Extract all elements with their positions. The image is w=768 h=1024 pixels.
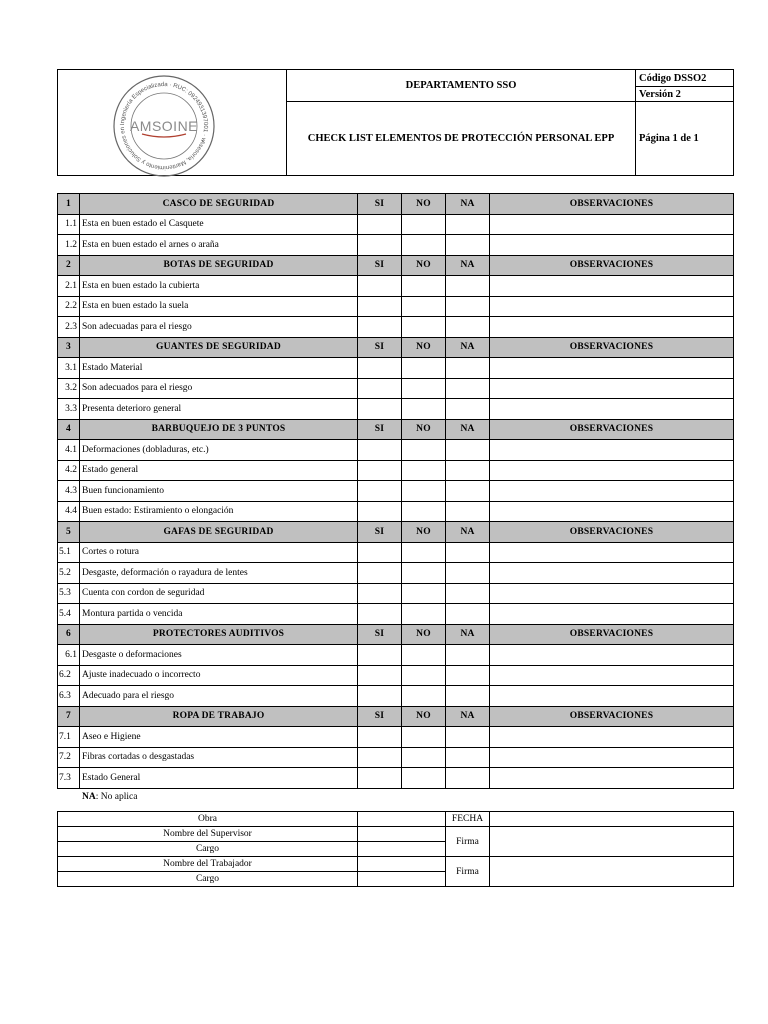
item-number: 6.1 — [58, 645, 80, 666]
column-observaciones-header: OBSERVACIONES — [490, 337, 734, 358]
no-checkbox-cell[interactable] — [402, 460, 446, 481]
item-number: 1.1 — [58, 214, 80, 235]
item-description: Estado General — [80, 768, 358, 789]
checklist-item-row — [58, 583, 734, 604]
checklist-item-row — [58, 747, 734, 768]
si-checkbox-cell[interactable] — [358, 317, 402, 338]
section-header-row — [58, 419, 734, 440]
page-number: Página 1 de 1 — [636, 102, 734, 176]
no-checkbox-cell[interactable] — [402, 542, 446, 563]
no-checkbox-cell[interactable] — [402, 235, 446, 256]
item-description: Ajuste inadecuado o incorrecto — [80, 665, 358, 686]
no-checkbox-cell[interactable] — [402, 768, 446, 789]
na-checkbox-cell[interactable] — [446, 604, 490, 625]
item-number: 2.3 — [58, 317, 80, 338]
no-checkbox-cell[interactable] — [402, 583, 446, 604]
column-na-header: NA — [446, 706, 490, 727]
logo-ring-text: Asesoría, Mantenimiento y Soluciones en Ingeniería Especializada · RUC: 0924931397001 · www.amsoine.com — [119, 81, 209, 171]
section-title: CASCO DE SEGURIDAD — [80, 194, 358, 215]
item-description: Montura partida o vencida — [80, 604, 358, 625]
column-observaciones-header: OBSERVACIONES — [490, 194, 734, 215]
column-observaciones-header: OBSERVACIONES — [490, 419, 734, 440]
section-header-row — [58, 706, 734, 727]
fecha-value[interactable] — [490, 812, 734, 827]
item-description: Aseo e Higiene — [80, 727, 358, 748]
observaciones-cell[interactable] — [490, 665, 734, 686]
cargo-trabajador-label: Cargo — [58, 872, 358, 887]
no-checkbox-cell[interactable] — [402, 378, 446, 399]
observaciones-cell[interactable] — [490, 296, 734, 317]
item-description: Esta en buen estado el arnes o araña — [80, 235, 358, 256]
no-checkbox-cell[interactable] — [402, 645, 446, 666]
na-checkbox-cell[interactable] — [446, 399, 490, 420]
item-number: 4.2 — [58, 460, 80, 481]
si-checkbox-cell[interactable] — [358, 768, 402, 789]
observaciones-cell[interactable] — [490, 645, 734, 666]
column-no-header: NO — [402, 624, 446, 645]
checklist-item-row — [58, 501, 734, 522]
column-na-header: NA — [446, 194, 490, 215]
na-checkbox-cell[interactable] — [446, 542, 490, 563]
si-checkbox-cell[interactable] — [358, 747, 402, 768]
observaciones-cell[interactable] — [490, 768, 734, 789]
cargo-supervisor-value[interactable] — [358, 842, 446, 857]
si-checkbox-cell[interactable] — [358, 542, 402, 563]
observaciones-cell[interactable] — [490, 542, 734, 563]
checklist-item-row — [58, 727, 734, 748]
column-si-header: SI — [358, 522, 402, 543]
observaciones-cell[interactable] — [490, 481, 734, 502]
checklist-item-row — [58, 399, 734, 420]
document-code: Código DSSO2 — [636, 70, 734, 87]
checklist-item-row — [58, 440, 734, 461]
item-number: 2.2 — [58, 296, 80, 317]
column-na-header: NA — [446, 419, 490, 440]
na-checkbox-cell[interactable] — [446, 276, 490, 297]
column-observaciones-header: OBSERVACIONES — [490, 522, 734, 543]
column-no-header: NO — [402, 706, 446, 727]
column-na-header: NA — [446, 522, 490, 543]
na-checkbox-cell[interactable] — [446, 358, 490, 379]
item-number: 3.2 — [58, 378, 80, 399]
column-na-header: NA — [446, 337, 490, 358]
section-header-row — [58, 194, 734, 215]
no-checkbox-cell[interactable] — [402, 747, 446, 768]
na-checkbox-cell[interactable] — [446, 214, 490, 235]
column-no-header: NO — [402, 255, 446, 276]
item-number: 7.1 — [58, 727, 80, 748]
item-number: 5.1 — [58, 542, 80, 563]
logo-text: AMSOINE — [129, 118, 199, 134]
na-checkbox-cell[interactable] — [446, 768, 490, 789]
checklist-item-row — [58, 378, 734, 399]
si-checkbox-cell[interactable] — [358, 727, 402, 748]
section-title: BOTAS DE SEGURIDAD — [80, 255, 358, 276]
checklist-item-row — [58, 214, 734, 235]
na-checkbox-cell[interactable] — [446, 317, 490, 338]
section-title: GUANTES DE SEGURIDAD — [80, 337, 358, 358]
supervisor-value[interactable] — [358, 827, 446, 842]
item-description: Desgaste o deformaciones — [80, 645, 358, 666]
item-description: Deformaciones (dobladuras, etc.) — [80, 440, 358, 461]
na-checkbox-cell[interactable] — [446, 440, 490, 461]
signature-table — [57, 811, 734, 887]
na-checkbox-cell[interactable] — [446, 727, 490, 748]
si-checkbox-cell[interactable] — [358, 563, 402, 584]
section-title: BARBUQUEJO DE 3 PUNTOS — [80, 419, 358, 440]
section-header-row — [58, 337, 734, 358]
item-number: 7.2 — [58, 747, 80, 768]
item-number: 5.2 — [58, 563, 80, 584]
item-number: 4.1 — [58, 440, 80, 461]
no-checkbox-cell[interactable] — [402, 399, 446, 420]
obra-value[interactable] — [358, 812, 446, 827]
si-checkbox-cell[interactable] — [358, 358, 402, 379]
firma-trabajador-label: Firma — [446, 857, 490, 887]
si-checkbox-cell[interactable] — [358, 378, 402, 399]
item-number: 6.2 — [58, 665, 80, 686]
cargo-supervisor-label: Cargo — [58, 842, 358, 857]
column-observaciones-header: OBSERVACIONES — [490, 624, 734, 645]
na-checkbox-cell[interactable] — [446, 296, 490, 317]
item-number: 6.3 — [58, 686, 80, 707]
na-note-label: NA — [82, 792, 96, 802]
na-note — [82, 792, 137, 802]
checklist-item-row — [58, 604, 734, 625]
checklist-item-row — [58, 296, 734, 317]
section-number: 2 — [58, 255, 80, 276]
item-description: Estado general — [80, 460, 358, 481]
checklist-item-row — [58, 276, 734, 297]
column-si-header: SI — [358, 419, 402, 440]
item-description: Presenta deterioro general — [80, 399, 358, 420]
section-number: 4 — [58, 419, 80, 440]
item-number: 1.2 — [58, 235, 80, 256]
item-description: Esta en buen estado la cubierta — [80, 276, 358, 297]
observaciones-cell[interactable] — [490, 276, 734, 297]
no-checkbox-cell[interactable] — [402, 317, 446, 338]
no-checkbox-cell[interactable] — [402, 563, 446, 584]
na-checkbox-cell[interactable] — [446, 747, 490, 768]
column-observaciones-header: OBSERVACIONES — [490, 255, 734, 276]
na-checkbox-cell[interactable] — [446, 481, 490, 502]
item-description: Cortes o rotura — [80, 542, 358, 563]
si-checkbox-cell[interactable] — [358, 214, 402, 235]
na-checkbox-cell[interactable] — [446, 686, 490, 707]
column-no-header: NO — [402, 194, 446, 215]
observaciones-cell[interactable] — [490, 235, 734, 256]
si-checkbox-cell[interactable] — [358, 665, 402, 686]
item-description: Buen estado: Estiramiento o elongación — [80, 501, 358, 522]
no-checkbox-cell[interactable] — [402, 727, 446, 748]
no-checkbox-cell[interactable] — [402, 276, 446, 297]
observaciones-cell[interactable] — [490, 727, 734, 748]
section-title: ROPA DE TRABAJO — [80, 706, 358, 727]
column-si-header: SI — [358, 624, 402, 645]
fecha-label: FECHA — [446, 812, 490, 827]
si-checkbox-cell[interactable] — [358, 501, 402, 522]
na-note-text: : No aplica — [95, 792, 138, 802]
item-description: Son adecuados para el riesgo — [80, 378, 358, 399]
no-checkbox-cell[interactable] — [402, 604, 446, 625]
firma-supervisor-label: Firma — [446, 827, 490, 857]
item-number: 3.3 — [58, 399, 80, 420]
item-number: 4.3 — [58, 481, 80, 502]
no-checkbox-cell[interactable] — [402, 358, 446, 379]
item-number: 2.1 — [58, 276, 80, 297]
item-description: Estado Material — [80, 358, 358, 379]
section-number: 5 — [58, 522, 80, 543]
na-checkbox-cell[interactable] — [446, 378, 490, 399]
si-checkbox-cell[interactable] — [358, 296, 402, 317]
item-description: Son adecuadas para el riesgo — [80, 317, 358, 338]
section-header-row — [58, 624, 734, 645]
observaciones-cell[interactable] — [490, 747, 734, 768]
si-checkbox-cell[interactable] — [358, 481, 402, 502]
item-description: Fibras cortadas o desgastadas — [80, 747, 358, 768]
checklist-item-row — [58, 563, 734, 584]
no-checkbox-cell[interactable] — [402, 501, 446, 522]
checklist-item-row — [58, 235, 734, 256]
na-checkbox-cell[interactable] — [446, 665, 490, 686]
checklist-item-row — [58, 686, 734, 707]
column-no-header: NO — [402, 337, 446, 358]
observaciones-cell[interactable] — [490, 214, 734, 235]
na-checkbox-cell[interactable] — [446, 563, 490, 584]
item-description: Desgaste, deformación o rayadura de lentes — [80, 563, 358, 584]
checklist-item-row — [58, 317, 734, 338]
column-observaciones-header: OBSERVACIONES — [490, 706, 734, 727]
item-description: Buen funcionamiento — [80, 481, 358, 502]
section-number: 7 — [58, 706, 80, 727]
si-checkbox-cell[interactable] — [358, 235, 402, 256]
si-checkbox-cell[interactable] — [358, 399, 402, 420]
observaciones-cell[interactable] — [490, 399, 734, 420]
checklist-item-row — [58, 645, 734, 666]
checklist-item-row — [58, 460, 734, 481]
observaciones-cell[interactable] — [490, 440, 734, 461]
na-checkbox-cell[interactable] — [446, 583, 490, 604]
column-na-header: NA — [446, 255, 490, 276]
observaciones-cell[interactable] — [490, 501, 734, 522]
firma-trabajador-value[interactable] — [490, 857, 734, 887]
obra-label: Obra — [58, 812, 358, 827]
checklist-item-row — [58, 542, 734, 563]
checklist-item-row — [58, 358, 734, 379]
column-no-header: NO — [402, 522, 446, 543]
trabajador-value[interactable] — [358, 857, 446, 872]
item-description: Esta en buen estado el Casquete — [80, 214, 358, 235]
section-header-row — [58, 522, 734, 543]
na-checkbox-cell[interactable] — [446, 645, 490, 666]
item-number: 5.4 — [58, 604, 80, 625]
section-title: PROTECTORES AUDITIVOS — [80, 624, 358, 645]
no-checkbox-cell[interactable] — [402, 296, 446, 317]
item-number: 7.3 — [58, 768, 80, 789]
observaciones-cell[interactable] — [490, 460, 734, 481]
checklist-item-row — [58, 481, 734, 502]
na-checkbox-cell[interactable] — [446, 501, 490, 522]
observaciones-cell[interactable] — [490, 604, 734, 625]
observaciones-cell[interactable] — [490, 686, 734, 707]
si-checkbox-cell[interactable] — [358, 686, 402, 707]
observaciones-cell[interactable] — [490, 358, 734, 379]
section-title: GAFAS DE SEGURIDAD — [80, 522, 358, 543]
column-na-header: NA — [446, 624, 490, 645]
document-title: CHECK LIST ELEMENTOS DE PROTECCIÓN PERSONAL EPP — [287, 102, 636, 176]
na-checkbox-cell[interactable] — [446, 235, 490, 256]
column-si-header: SI — [358, 337, 402, 358]
no-checkbox-cell[interactable] — [402, 665, 446, 686]
si-checkbox-cell[interactable] — [358, 276, 402, 297]
si-checkbox-cell[interactable] — [358, 440, 402, 461]
item-description: Cuenta con cordon de seguridad — [80, 583, 358, 604]
amsoine-logo — [112, 74, 216, 178]
document-version: Versión 2 — [636, 87, 734, 102]
observaciones-cell[interactable] — [490, 583, 734, 604]
na-checkbox-cell[interactable] — [446, 460, 490, 481]
column-no-header: NO — [402, 419, 446, 440]
item-description: Esta en buen estado la suela — [80, 296, 358, 317]
supervisor-label: Nombre del Supervisor — [58, 827, 358, 842]
item-number: 4.4 — [58, 501, 80, 522]
section-header-row — [58, 255, 734, 276]
column-si-header: SI — [358, 706, 402, 727]
firma-supervisor-value[interactable] — [490, 827, 734, 857]
no-checkbox-cell[interactable] — [402, 686, 446, 707]
observaciones-cell[interactable] — [490, 378, 734, 399]
checklist-table — [57, 193, 734, 789]
item-number: 5.3 — [58, 583, 80, 604]
item-description: Adecuado para el riesgo — [80, 686, 358, 707]
si-checkbox-cell[interactable] — [358, 645, 402, 666]
cargo-trabajador-value[interactable] — [358, 872, 446, 887]
no-checkbox-cell[interactable] — [402, 440, 446, 461]
observaciones-cell[interactable] — [490, 317, 734, 338]
si-checkbox-cell[interactable] — [358, 583, 402, 604]
si-checkbox-cell[interactable] — [358, 460, 402, 481]
no-checkbox-cell[interactable] — [402, 481, 446, 502]
checklist-item-row — [58, 768, 734, 789]
section-number: 1 — [58, 194, 80, 215]
column-si-header: SI — [358, 194, 402, 215]
no-checkbox-cell[interactable] — [402, 214, 446, 235]
trabajador-label: Nombre del Trabajador — [58, 857, 358, 872]
column-si-header: SI — [358, 255, 402, 276]
si-checkbox-cell[interactable] — [358, 604, 402, 625]
section-number: 3 — [58, 337, 80, 358]
checklist-item-row — [58, 665, 734, 686]
item-number: 3.1 — [58, 358, 80, 379]
observaciones-cell[interactable] — [490, 563, 734, 584]
department-title: DEPARTAMENTO SSO — [287, 70, 636, 102]
section-number: 6 — [58, 624, 80, 645]
